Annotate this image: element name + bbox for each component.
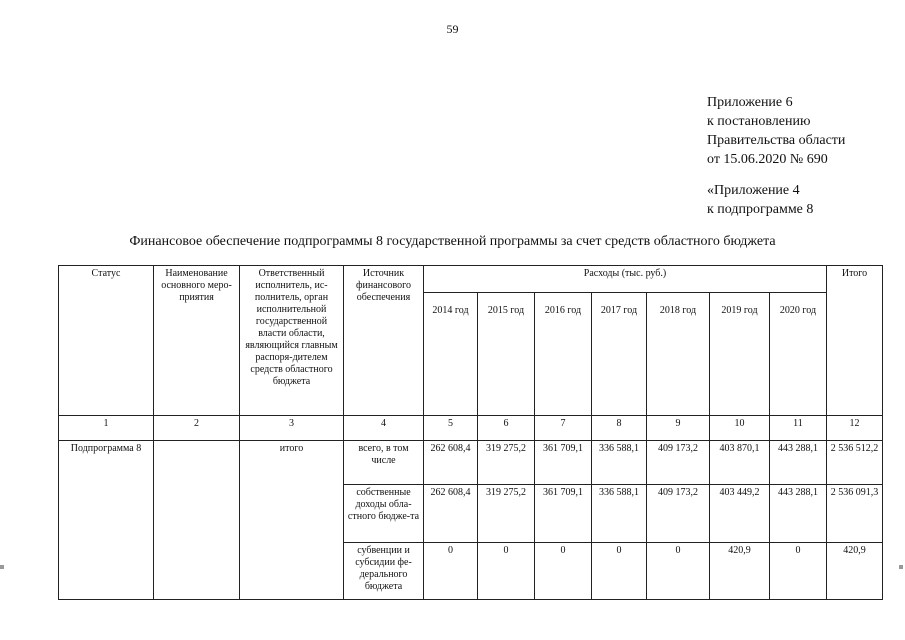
header-year xyxy=(647,293,710,416)
column-number: 7 xyxy=(535,416,592,441)
year-label: 2016 год xyxy=(544,305,582,316)
header-source: Источник финансового обеспечения xyxy=(344,266,424,416)
right-margin-mark xyxy=(899,565,903,569)
column-number: 12 xyxy=(827,416,883,441)
value-cell: 0 xyxy=(647,543,710,600)
header-year xyxy=(535,293,592,416)
measure-name-cell xyxy=(154,441,240,600)
column-number: 5 xyxy=(424,416,478,441)
column-number: 8 xyxy=(592,416,647,441)
value-cell: 319 275,2 xyxy=(478,485,535,543)
year-label: 2015 год xyxy=(487,305,525,316)
appendix-line: от 15.06.2020 № 690 xyxy=(707,152,828,167)
value-cell: 319 275,2 xyxy=(478,441,535,485)
page-number: 59 xyxy=(446,22,459,36)
value-cell: 0 xyxy=(535,543,592,600)
header-name: Наименование основного меро-приятия xyxy=(154,266,240,416)
value-cell: 361 709,1 xyxy=(535,485,592,543)
table-row xyxy=(59,441,883,485)
appendix-gap xyxy=(707,169,845,181)
column-number: 3 xyxy=(240,416,344,441)
status-cell: Подпрограмма 8 xyxy=(59,441,154,600)
header-year xyxy=(592,293,647,416)
appendix-line: Приложение 6 xyxy=(707,95,793,110)
value-cell: 403 449,2 xyxy=(710,485,770,543)
year-label: 2017 год xyxy=(600,305,638,316)
header-year xyxy=(424,293,478,416)
header-year xyxy=(710,293,770,416)
value-cell: 443 288,1 xyxy=(770,485,827,543)
year-label: 2019 год xyxy=(721,305,758,316)
year-label: 2014 год xyxy=(432,305,469,316)
value-cell: 420,9 xyxy=(710,543,770,600)
value-cell: 409 173,2 xyxy=(647,441,710,485)
total-cell: 2 536 091,3 xyxy=(827,485,883,543)
value-cell: 0 xyxy=(424,543,478,600)
year-label: 2018 год xyxy=(659,305,697,316)
column-number: 11 xyxy=(770,416,827,441)
header-row xyxy=(59,266,883,293)
source-cell: всего, в том числе xyxy=(344,441,424,485)
year-label: 2020 год xyxy=(779,305,817,316)
value-cell: 403 870,1 xyxy=(710,441,770,485)
document-title: Финансовое обеспечение подпрограммы 8 государственной программы за счет средств областного бюджета xyxy=(129,234,776,249)
value-cell: 361 709,1 xyxy=(535,441,592,485)
column-number: 9 xyxy=(647,416,710,441)
header-total: Итого xyxy=(827,266,883,416)
appendix-block xyxy=(707,93,845,219)
financing-table xyxy=(58,265,883,600)
value-cell: 409 173,2 xyxy=(647,485,710,543)
column-number: 4 xyxy=(344,416,424,441)
total-cell: 2 536 512,2 xyxy=(827,441,883,485)
source-cell: собственные доходы обла-стного бюдже-та xyxy=(344,485,424,543)
appendix-line: к постановлению xyxy=(707,114,811,129)
value-cell: 0 xyxy=(592,543,647,600)
column-number: 2 xyxy=(154,416,240,441)
header-expenses: Расходы (тыс. руб.) xyxy=(424,266,827,293)
column-number-row xyxy=(59,416,883,441)
value-cell: 0 xyxy=(770,543,827,600)
header-year xyxy=(478,293,535,416)
appendix-line: «Приложение 4 xyxy=(707,183,800,198)
header-executor: Ответственный исполнитель, ис-полнитель, орган исполнительной государственной власти области, являющийся главным распоря-дителем средств областного бюджета xyxy=(240,266,344,416)
value-cell: 262 608,4 xyxy=(424,441,478,485)
total-cell: 420,9 xyxy=(827,543,883,600)
column-number: 1 xyxy=(59,416,154,441)
executor-cell: итого xyxy=(240,441,344,600)
value-cell: 262 608,4 xyxy=(424,485,478,543)
column-number: 6 xyxy=(478,416,535,441)
value-cell: 336 588,1 xyxy=(592,441,647,485)
value-cell: 336 588,1 xyxy=(592,485,647,543)
header-status: Статус xyxy=(59,266,154,416)
appendix-line: к подпрограмме 8 xyxy=(707,202,814,217)
header-year xyxy=(770,293,827,416)
column-number: 10 xyxy=(710,416,770,441)
left-margin-mark xyxy=(0,565,4,569)
source-cell: субвенции и субсидии фе-дерального бюджета xyxy=(344,543,424,600)
value-cell: 0 xyxy=(478,543,535,600)
value-cell: 443 288,1 xyxy=(770,441,827,485)
appendix-line: Правительства области xyxy=(707,133,846,148)
